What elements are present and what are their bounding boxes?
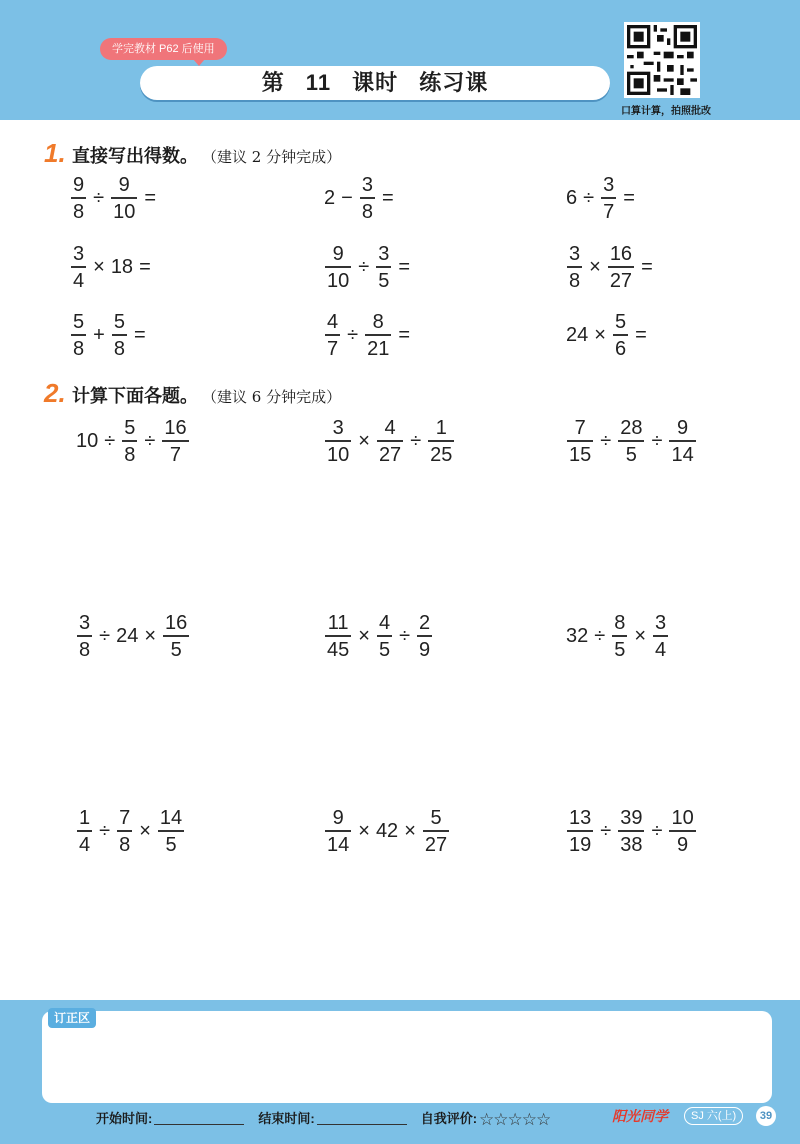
denominator: 8 [361,200,373,223]
section-2-hint: （建议 6 分钟完成） [202,388,342,406]
operator: ÷ [358,255,370,278]
denominator: 5 [165,833,177,856]
operator: = [381,186,394,209]
fraction [158,808,184,855]
grade-tag: SJ 六(上) [684,1107,743,1125]
operator: = [623,186,635,209]
s2-expr [74,613,192,660]
denominator: 15 [569,443,592,466]
s1-expr [564,312,651,359]
fraction [376,244,391,291]
denominator: 4 [79,833,91,856]
integer: 18 [110,255,134,278]
numerator: 5 [430,807,442,829]
denominator: 4 [73,269,85,292]
section-2-title: 计算下面各题。 [72,386,198,406]
denominator: 7 [327,337,339,360]
operator: = [144,186,157,209]
denominator: 8 [73,200,85,223]
numerator: 5 [124,417,136,439]
fraction [122,418,137,465]
integer: 6 [566,186,578,209]
s2-expr [564,808,699,855]
integer: 2 [324,186,336,209]
fraction [377,613,392,660]
numerator: 1 [79,807,91,829]
s2-expr [322,613,435,660]
s1-expr [564,244,657,291]
operator: × [358,624,370,647]
section-2-number: 2. [44,378,66,408]
fraction [365,312,391,359]
rating-stars[interactable]: ☆☆☆☆☆ [479,1110,551,1129]
denominator: 7 [169,443,182,466]
fraction [669,808,695,855]
qr-caption: 口算计算，拍照批改 [621,106,711,117]
numerator: 9 [677,417,689,439]
denominator: 8 [119,833,131,856]
operator: × [358,819,370,842]
operator: × [634,624,647,647]
numerator: 16 [609,243,633,265]
operator: × [144,624,157,647]
section-1-title: 直接写出得数。 [72,146,198,166]
operator: = [641,255,653,278]
fraction [71,312,86,359]
numerator: 39 [620,807,643,829]
numerator: 9 [332,807,344,829]
denominator: 5 [625,443,637,466]
numerator: 7 [119,807,131,829]
numerator: 8 [614,612,626,634]
fraction [567,418,593,465]
denominator: 8 [113,337,125,360]
fraction [377,418,403,465]
fraction [360,175,375,222]
operator: = [398,323,411,346]
correction-label: 订正区 [48,1008,96,1028]
self-eval-label: 自我评价: [420,1111,478,1126]
page-number: 39 [756,1106,776,1126]
operator: = [398,255,411,278]
fraction [71,244,86,291]
fraction [325,808,351,855]
denominator: 4 [655,638,667,661]
fraction [618,418,644,465]
section-1-number: 1. [44,138,66,168]
operator: × [404,819,416,842]
fraction [325,613,351,660]
numerator: 8 [372,311,384,333]
fraction [417,613,432,660]
denominator: 8 [124,443,136,466]
denominator: 27 [424,833,448,856]
denominator: 5 [170,638,182,661]
denominator: 27 [609,269,633,292]
numerator: 3 [361,174,373,196]
numerator: 3 [332,417,344,439]
brand-logo: 阳光同学 [612,1108,668,1124]
denominator: 6 [614,337,627,360]
operator: = [133,323,146,346]
operator: × [589,255,601,278]
fraction [77,808,92,855]
fraction [117,808,132,855]
fraction [423,808,449,855]
numerator: 3 [378,243,390,265]
qr-code-icon [627,25,697,95]
numerator: 2 [419,612,431,634]
fraction [111,175,137,222]
s1-expr [68,244,155,291]
fraction [601,175,616,222]
fraction [567,808,593,855]
operator: ÷ [144,429,156,452]
numerator: 1 [435,417,447,439]
fraction [325,244,351,291]
s1-expr [564,175,639,222]
denominator: 8 [569,269,581,292]
fraction [77,613,92,660]
integer: 24 [566,323,589,346]
fraction [612,613,627,660]
denominator: 14 [671,443,694,466]
operator: = [635,323,647,346]
operator: = [139,255,151,278]
operator: × [358,429,370,452]
fraction [428,418,454,465]
numerator: 7 [574,417,586,439]
lesson-title-bar [140,66,610,100]
numerator: 9 [332,243,344,265]
denominator: 45 [327,638,350,661]
operator: ÷ [93,186,105,209]
section-1-heading [44,138,341,169]
numerator: 3 [73,243,85,265]
s2-expr [74,808,187,855]
denominator: 8 [79,638,91,661]
denominator: 8 [73,337,85,360]
fraction [608,244,634,291]
numerator: 3 [79,612,91,634]
correction-area[interactable] [42,1011,772,1103]
s2-expr [564,418,699,465]
fraction [669,418,695,465]
numerator: 4 [378,612,391,634]
denominator: 10 [327,443,350,466]
fraction [162,418,188,465]
numerator: 16 [165,612,188,634]
operator: ÷ [594,624,606,647]
denominator: 5 [614,638,626,661]
section-2-heading [44,378,341,409]
numerator: 16 [164,417,187,439]
fraction [163,613,189,660]
numerator: 5 [73,311,85,333]
denominator: 9 [677,833,689,856]
denominator: 19 [569,833,592,856]
fraction [112,312,127,359]
fraction [653,613,668,660]
numerator: 9 [118,174,130,196]
integer: 32 [566,624,589,647]
numerator: 5 [113,311,125,333]
s2-expr [322,418,457,465]
denominator: 21 [367,337,390,360]
footer-info-row [96,1108,550,1127]
s1-expr [322,244,414,291]
operator: ÷ [583,186,595,209]
operator: + [93,323,105,346]
end-time-field[interactable] [317,1124,407,1125]
s1-expr [322,175,398,222]
operator: ÷ [399,624,411,647]
denominator: 38 [620,833,643,856]
operator: × [594,323,606,346]
numerator: 3 [569,243,581,265]
s2-expr [564,613,671,660]
operator: × [93,255,105,278]
start-time-label: 开始时间: [96,1111,153,1126]
operator: ÷ [600,819,612,842]
operator: ÷ [99,819,111,842]
denominator: 27 [378,443,402,466]
integer: 24 [116,624,139,647]
operator: ÷ [600,429,612,452]
numerator: 28 [620,417,643,439]
operator: × [139,819,151,842]
s1-expr [322,312,414,359]
denominator: 5 [378,638,391,661]
section-1-hint: （建议 2 分钟完成） [202,148,342,166]
s1-expr [68,312,150,359]
numerator: 3 [655,612,667,634]
denominator: 7 [603,200,615,223]
numerator: 9 [73,174,85,196]
operator: ÷ [99,624,111,647]
denominator: 5 [378,269,390,292]
numerator: 10 [671,807,694,829]
end-time-label: 结束时间: [258,1111,315,1126]
operator: ÷ [347,323,359,346]
numerator: 3 [603,174,615,196]
numerator: 14 [159,807,183,829]
fraction [325,418,351,465]
denominator: 25 [430,443,453,466]
lesson-title: 第 11 课时 练习课 [261,70,489,95]
operator: ÷ [651,819,663,842]
usage-tag: 学完教材 P62 后使用 [100,38,227,60]
fraction [618,808,644,855]
numerator: 5 [614,311,627,333]
fraction [71,175,86,222]
s1-expr [68,175,160,222]
denominator: 10 [113,200,136,223]
numerator: 4 [384,417,396,439]
operator: ÷ [410,429,422,452]
integer: 10 [76,429,99,452]
s2-expr [322,808,452,855]
numerator: 11 [327,612,349,634]
fraction [613,312,628,359]
denominator: 9 [419,638,431,661]
operator: − [341,186,353,209]
denominator: 14 [327,833,350,856]
operator: ÷ [104,429,116,452]
denominator: 10 [327,269,350,292]
integer: 42 [375,819,399,842]
qr-code[interactable] [624,22,700,98]
operator: ÷ [651,429,663,452]
numerator: 4 [327,311,339,333]
start-time-field[interactable] [154,1124,244,1125]
fraction [567,244,582,291]
numerator: 13 [569,807,592,829]
s2-expr [74,418,192,465]
fraction [325,312,340,359]
